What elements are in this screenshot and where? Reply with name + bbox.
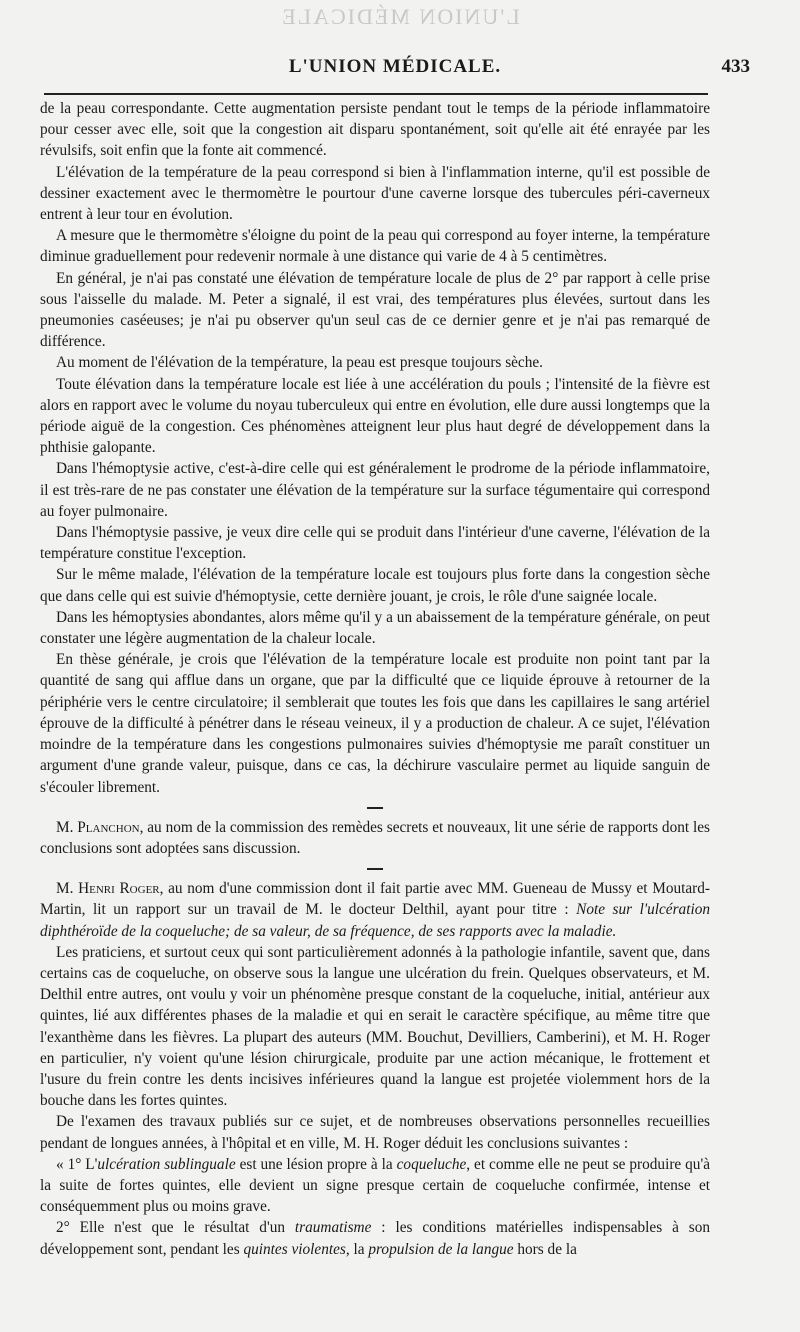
header-rule — [44, 93, 708, 95]
text-run: : les conditions matérielles indispensables à son développement sont, pendant les — [40, 1219, 710, 1258]
text-run-italic: propulsion de la langue — [368, 1240, 514, 1258]
text-run: 2° Elle n'est que le résultat d'un — [56, 1219, 295, 1237]
page-header — [40, 48, 750, 88]
paragraph: De l'examen des travaux publiés sur ce sujet, et de nombreuses observations personnelles recueillies pendant de longues années, à l'hôpital et en ville, M. H. Roger déduit les conclusions suivantes : — [40, 1113, 710, 1152]
text-run: , et comme elle ne peut se produire qu'à la suite de fortes quintes, elle devient un signe presque certain de coqueluche confirmée, intense et conséquemment plus ou moins grave. — [40, 1155, 710, 1216]
text-run-italic: quintes violentes — [243, 1240, 346, 1258]
paragraph: Les praticiens, et surtout ceux qui sont particulièrement adonnés à la pathologie infantile, savent que, dans certains cas de coqueluche, on observe sous la langue une ulcération du frein. Quelques observateurs, et M. Delthil entre autres, ont voulu y voir un phénomène presque constant de la coqueluche, initial, antérieur aux quintes, lié aux différentes phases de la maladie et qui en serait le caractère spécifique, au même titre que l'exanthème dans les fièvres. La plupart des auteurs (MM. Bouchut, Devilliers, Camberini), et M. H. Roger en particulier, n'y voient qu'une lésion chirurgicale, produite par une action mécanique, le frottement et l'usure du frein contre les dents incisives inférieures quand la langue est projetée violemment hors de la bouche dans les fortes quintes. — [40, 943, 710, 1110]
text-run: « 1° L' — [56, 1155, 98, 1173]
paragraph: Sur le même malade, l'élévation de la température locale est toujours plus forte dans la congestion sèche que dans celle qui est suivie d'hémoptysie, cette dernière jouant, je crois, le rôle d'une saignée locale. — [40, 566, 710, 605]
paragraph: Dans les hémoptysies abondantes, alors même qu'il y a un abaissement de la température générale, on peut constater une légère augmentation de la chaleur locale. — [40, 608, 710, 648]
text-run: , la — [345, 1240, 369, 1258]
paragraph: Au moment de l'élévation de la température, la peau est presque toujours sèche. — [56, 354, 543, 372]
paragraph: Toute élévation dans la température locale est liée à une accélération du pouls ; l'intensité de la fièvre est alors en rapport avec le volume du noyau tuberculeux qui entre en évolution, elle dure aussi longtemps que la période aiguë de la congestion. Ces phénomènes atteignent leur plus haut degré de développement dans la phthisie galopante. — [40, 375, 710, 457]
page-number: 433 — [721, 56, 750, 77]
roger-report — [40, 878, 710, 942]
section-divider — [367, 807, 383, 809]
show-through-text: L'UNION MÉDICALE — [280, 4, 520, 29]
paragraph: Dans l'hémoptysie passive, je veux dire celle qui se produit dans l'intérieur d'une caverne, l'élévation de la température constitue l'exception. — [40, 524, 710, 563]
paragraph: de la peau correspondante. Cette augmentation persiste pendant tout le temps de la période inflammatoire pour cesser avec elle, soit que la congestion ait disparu spontanément, soit qu'elle ait été enrayée par les révulsifs, soit enfin que la fonte ait commencé. — [40, 100, 710, 160]
report-text: , au nom de la commission des remèdes secrets et nouveaux, lit une série de rapports dont les conclusions sont adoptées sans discussion. — [40, 818, 710, 857]
section-divider — [367, 868, 383, 870]
text-run: hors de la — [513, 1240, 577, 1258]
planchon-report — [40, 817, 710, 859]
text-run-italic: traumatisme — [294, 1219, 372, 1237]
paragraph: A mesure que le thermomètre s'éloigne du point de la peau qui correspond au foyer interne, la température diminue graduellement pour redevenir normale à une distance qui varie de 4 à 5 centimètres. — [40, 227, 710, 266]
text-run-italic: coqueluche — [396, 1155, 467, 1173]
paragraph: En général, je n'ai pas constaté une élévation de température locale de plus de 2° par rapport à celle prise sous l'aisselle du malade. M. Peter a signalé, il est vrai, des températures plus élevées, surtout dans les pneumonies caséeuses; je n'ai pu observer qu'un seul cas de ce dernier genre et je n'ai pas remarqué de différence. — [40, 269, 710, 351]
text-run-italic: ulcération sublinguale — [97, 1155, 236, 1173]
speaker-name: M. Henri Roger — [56, 880, 160, 898]
report-title: Note sur l'ulcération diphthéroïde de la coqueluche; de sa valeur, de sa fréquence, de ses rapports avec la maladie. — [40, 901, 710, 940]
report-text: , au nom d'une commission dont il fait partie avec MM. Gueneau de Mussy et Moutard-Martin, lit un rapport sur un travail de M. le docteur Delthil, ayant pour titre : — [40, 880, 711, 919]
article-body — [40, 98, 710, 1260]
paragraph: En thèse générale, je crois que l'élévation de la température locale est produite non point tant par la quantité de sang qui afflue dans un organe, que par la difficulté que ce liquide éprouve à retourner de la périphérie vers le centre circulatoire; il semblerait que toutes les fois que dans les capillaires le sang artériel éprouve de la difficulté à pénétrer dans le réseau veineux, il y a production de chaleur. A ce sujet, l'élévation moindre de la température dans les congestions pulmonaires suivies d'hémoptysie me paraît constituer un argument d'une grande valeur, puisque, dans ce cas, la déchirure vasculaire permet au liquide sanguin de s'écouler librement. — [40, 651, 710, 796]
running-title: L'UNION MÉDICALE. — [288, 56, 502, 77]
paragraph: L'élévation de la température de la peau correspond si bien à l'inflammation interne, qu'il est possible de dessiner exactement avec le thermomètre le pourtour d'une caverne lorsque des tubercules péri-caverneux entrent à leur tour en évolution. — [40, 163, 710, 224]
conclusion-2 — [40, 1217, 710, 1259]
paragraph: Dans l'hémoptysie active, c'est-à-dire celle qui est généralement le prodrome de la période inflammatoire, il est très-rare de ne pas constater une élévation de la température sur la surface tégumentaire qui correspond au foyer pulmonaire. — [40, 460, 710, 520]
speaker-name: M. Planchon — [56, 818, 140, 836]
text-run: est une lésion propre à la — [235, 1155, 397, 1173]
conclusion-1 — [40, 1154, 710, 1218]
